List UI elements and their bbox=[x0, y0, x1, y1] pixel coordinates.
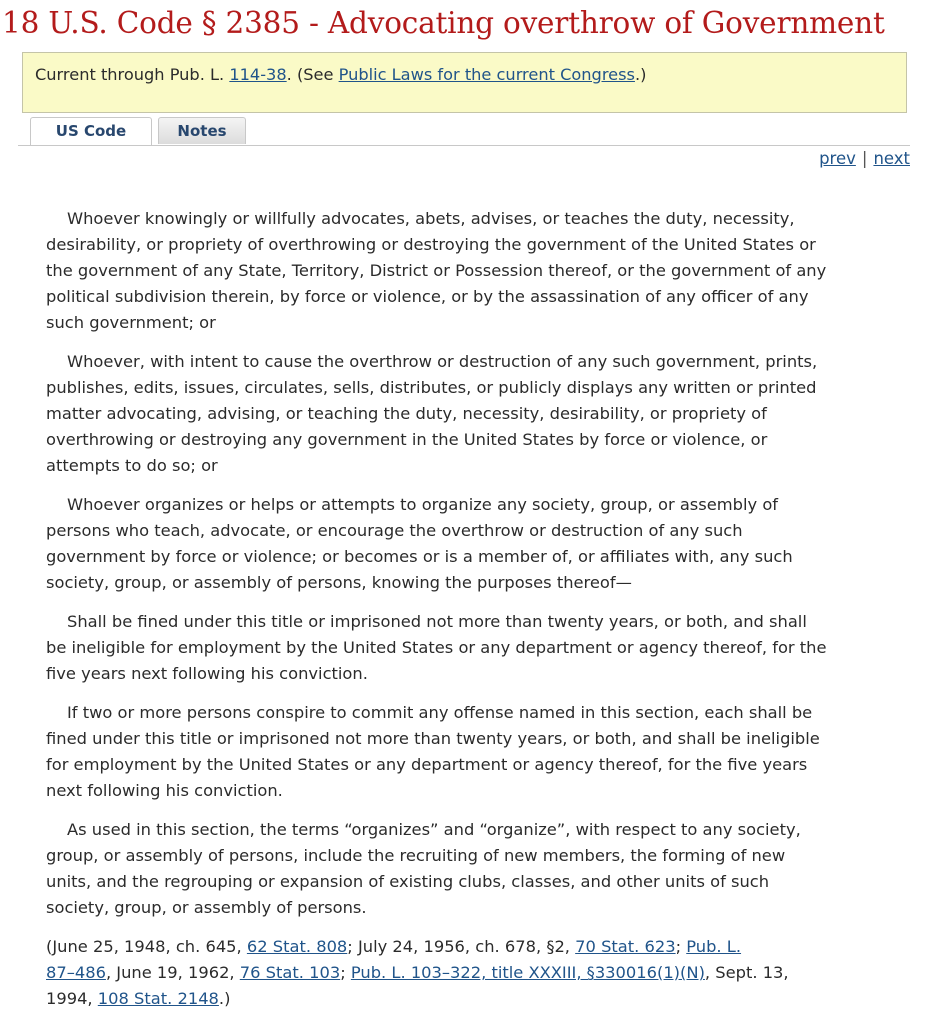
paragraph-publication bbox=[46, 349, 891, 479]
history-text: ; bbox=[675, 937, 687, 956]
text-line: As used in this section, the terms “organizes” and “organize”, with respect to any society, bbox=[67, 820, 801, 839]
history-text: .) bbox=[218, 989, 231, 1008]
citation-link-108-stat-2148[interactable]: 108 Stat. 2148 bbox=[97, 989, 219, 1008]
citation-link-pub-l-87-486[interactable]: Pub. L. bbox=[686, 937, 742, 956]
history-text: 1994, bbox=[46, 989, 98, 1008]
text-line bbox=[46, 934, 891, 960]
paragraph-penalty bbox=[46, 609, 891, 687]
pager-separator: | bbox=[861, 149, 868, 168]
tab-bar bbox=[18, 117, 910, 146]
paragraph-advocacy bbox=[46, 206, 891, 336]
history-text: , June 19, 1962, bbox=[105, 963, 240, 982]
citation-link-70-stat-623[interactable]: 70 Stat. 623 bbox=[575, 937, 676, 956]
history-text: (June 25, 1948, ch. 645, bbox=[46, 937, 247, 956]
current-congress-link[interactable]: Public Laws for the current Congress bbox=[338, 65, 635, 84]
text-line: attempts to do so; or bbox=[46, 456, 218, 475]
text-line: group, or assembly of persons, include the recruiting of new members, the forming of new bbox=[46, 846, 786, 865]
pub-law-link[interactable]: 114-38 bbox=[229, 65, 287, 84]
page-title: 18 U.S. Code § 2385 - Advocating overthrow of Government bbox=[2, 6, 885, 40]
next-link[interactable]: next bbox=[873, 149, 910, 168]
text-line: political subdivision therein, by force or violence, or by the assassination of any officer of any bbox=[46, 287, 809, 306]
paragraph-organization bbox=[46, 492, 891, 596]
text-line: publishes, edits, issues, circulates, sells, distributes, or publicly displays any written or printed bbox=[46, 378, 817, 397]
history-citation bbox=[46, 934, 891, 1012]
text-line: persons who teach, advocate, or encourage the overthrow or destruction of any such bbox=[46, 521, 743, 540]
text-line: society, group, or assembly of persons, knowing the purposes thereof— bbox=[46, 573, 632, 592]
text-line: next following his conviction. bbox=[46, 781, 283, 800]
text-line: Shall be fined under this title or imprisoned not more than twenty years, or both, and shall bbox=[67, 612, 807, 631]
text-line: five years next following his conviction. bbox=[46, 664, 368, 683]
pager bbox=[819, 148, 910, 170]
citation-link-pub-l-103-322[interactable]: Pub. L. 103–322, title XXXIII, §330016(1)(N) bbox=[350, 963, 705, 982]
text-line: units, and the regrouping or expansion of existing clubs, classes, and other units of such bbox=[46, 872, 770, 891]
paragraph-conspiracy bbox=[46, 700, 891, 804]
history-text: ; July 24, 1956, ch. 678, §2, bbox=[347, 937, 576, 956]
citation-link-pub-l-87-486[interactable]: 87–486 bbox=[46, 963, 106, 982]
prev-link[interactable]: prev bbox=[819, 149, 856, 168]
text-line: be ineligible for employment by the United States or any department or agency thereof, for the bbox=[46, 638, 827, 657]
text-line bbox=[46, 960, 891, 986]
citation-link-76-stat-103[interactable]: 76 Stat. 103 bbox=[239, 963, 341, 982]
history-text: ; bbox=[340, 963, 351, 982]
text-line: such government; or bbox=[46, 313, 216, 332]
currency-middle: . (See bbox=[286, 65, 339, 84]
tab-us-code[interactable]: US Code bbox=[30, 117, 152, 145]
text-line: matter advocating, advising, or teaching the duty, necessity, desirability, or propriety of bbox=[46, 404, 767, 423]
history-text: , Sept. 13, bbox=[704, 963, 789, 982]
text-line: Whoever organizes or helps or attempts to organize any society, group, or assembly of bbox=[67, 495, 779, 514]
paragraph-definitions bbox=[46, 817, 891, 921]
text-line: Whoever knowingly or willfully advocates, abets, advises, or teaches the duty, necessity, bbox=[67, 209, 795, 228]
citation-link-62-stat-808[interactable]: 62 Stat. 808 bbox=[246, 937, 348, 956]
text-line: the government of any State, Territory, District or Possession thereof, or the government of any bbox=[46, 261, 827, 280]
tab-notes[interactable]: Notes bbox=[158, 117, 246, 144]
currency-notice-text bbox=[35, 64, 646, 86]
text-line: society, group, or assembly of persons. bbox=[46, 898, 367, 917]
text-line bbox=[46, 986, 891, 1012]
currency-suffix: .) bbox=[634, 65, 647, 84]
text-line: government by force or violence; or becomes or is a member of, or affiliates with, any such bbox=[46, 547, 793, 566]
text-line: for employment by the United States or any department or agency thereof, for the five years bbox=[46, 755, 808, 774]
text-line: fined under this title or imprisoned not more than twenty years, or both, and shall be ineligible bbox=[46, 729, 820, 748]
text-line: If two or more persons conspire to commit any offense named in this section, each shall be bbox=[67, 703, 813, 722]
currency-notice bbox=[22, 52, 907, 113]
text-line: Whoever, with intent to cause the overthrow or destruction of any such government, prints, bbox=[67, 352, 818, 371]
text-line: overthrowing or destroying any government in the United States by force or violence, or bbox=[46, 430, 768, 449]
text-line: desirability, or propriety of overthrowing or destroying the government of the United States or bbox=[46, 235, 816, 254]
statute-text bbox=[46, 206, 891, 1012]
currency-prefix: Current through Pub. L. bbox=[35, 65, 230, 84]
